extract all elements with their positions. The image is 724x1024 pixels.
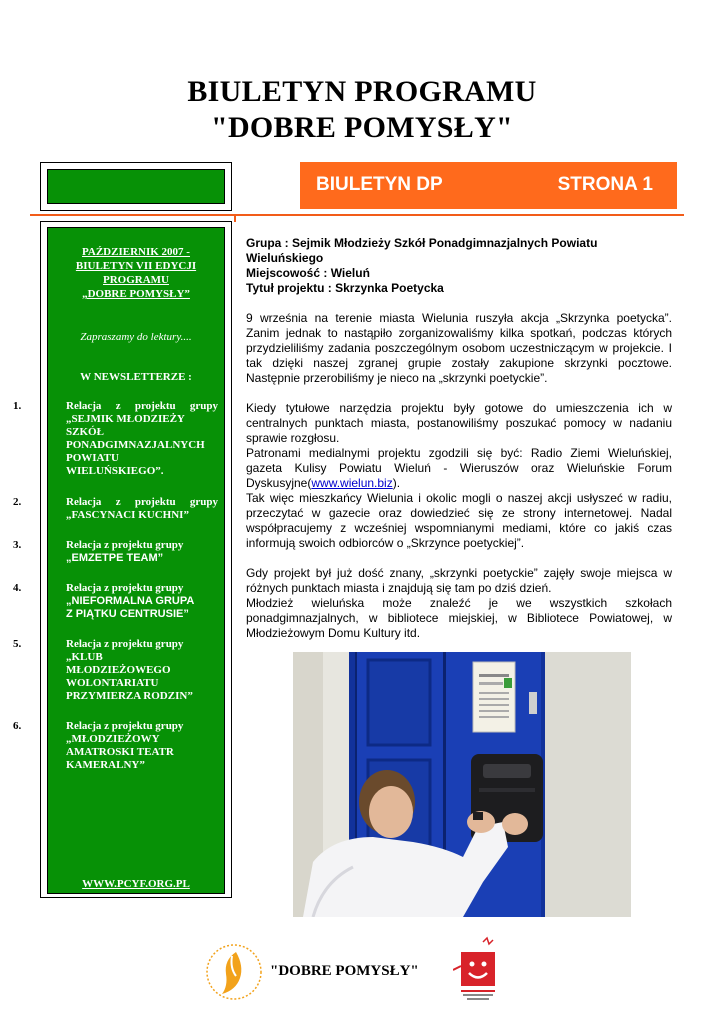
list-item-number: 2. <box>13 496 22 508</box>
wielun-link[interactable]: www.wielun.biz <box>311 476 393 490</box>
list-item-intro: Relacja z projektu grupy <box>66 638 184 650</box>
photo-illustration <box>293 652 631 917</box>
article-text: Tak więc mieszkańcy Wielunia i okolic mogli o naszej akcji usłyszeć w radiu, przeczytać w gazecie oraz dowiedzieć się ze strony internetowej. Nadal współpracujemy z wcześniej wspomnianymi mediami, które co jakiś czas informują swoich odbiorców o „Skrzynce poetyckiej”. <box>246 491 672 550</box>
fundacja-jas-logo-icon <box>202 938 266 1008</box>
list-item-name: KAMERALNY” <box>66 759 145 771</box>
sidebar-header-line: PROGRAMU <box>103 274 169 286</box>
list-item-name: Z PIĄTKU CENTRUSIE” <box>66 608 189 620</box>
list-item-name: POWIATU <box>66 452 119 464</box>
page-title <box>0 74 724 146</box>
newsletter-heading: W NEWSLETTERZE : <box>80 371 192 383</box>
list-item-name: „KLUB <box>66 651 103 663</box>
article-text-part: Patronami medialnymi projektu zgodzili się być: Radio Ziemi Wieluńskiej, gazeta Kulisy Powiatu Wieluń - Wieruszów oraz Wieluńskie Forum Dyskusyjne( <box>246 446 672 490</box>
divider-tick <box>234 214 236 222</box>
title-line-2: "DOBRE POMYSŁY" <box>211 111 513 144</box>
article-paragraph <box>246 311 672 386</box>
list-item-number: 4. <box>13 582 22 594</box>
sidebar-header <box>48 245 224 301</box>
sidebar-top-green <box>47 169 225 204</box>
list-item-name: „EMZETPE TEAM” <box>66 552 164 564</box>
list-item-intro: Relacja z projektu grupy <box>66 539 184 551</box>
sidebar-url-link[interactable]: WWW.PCYF.ORG.PL <box>82 878 190 890</box>
sidebar <box>13 221 232 898</box>
list-item-name: „NIEFORMALNA GRUPA <box>66 595 195 607</box>
article-text-part: ). <box>392 476 401 490</box>
list-item-name: „FASCYNACI KUCHNI” <box>66 509 189 521</box>
article-text: Gdy projekt był już dość znany, „skrzynki poetyckie” zajęły swoje miejsca w różnych punktach miasta i znajdują się tam po dziś dzień. <box>246 566 672 595</box>
article-group: Grupa : Sejmik Młodzieży Szkół Ponadgimnazjalnych Powiatu Wieluńskiego <box>246 236 598 265</box>
list-item-name: WOLONTARIATU <box>66 677 159 689</box>
list-item-name: AMATROSKI TEATR <box>66 746 174 758</box>
sidebar-invite: Zapraszamy do lektury.... <box>80 331 192 343</box>
list-item-intro: Relacja z projektu grupy <box>66 496 218 508</box>
list-item-intro: Relacja z projektu grupy <box>66 582 184 594</box>
article-paragraph <box>246 566 672 641</box>
sidebar-top-box <box>40 162 232 211</box>
article-photo <box>293 652 631 917</box>
sidebar-header-line: BIULETYN VII EDYCJI <box>75 260 197 272</box>
list-item-name: PRZYMIERZA RODZIN” <box>66 690 193 702</box>
article-text <box>246 446 672 491</box>
article-text: 9 września na terenie miasta Wielunia ruszyła akcja „Skrzynka poetycka”. Zanim jednak to nastąpiło zorganizowaliśmy kilka spotkań, podczas których przydzieliliśmy zadania poszczególnym osobom uczestniczącym w projekcie. I tak dzięki naszej zgranej grupie zostały zakupione skrzynki pocztowe. Następnie przerobiliśmy je nieco na „skrzynki poetyckie”. <box>246 311 672 385</box>
list-item-intro: Relacja z projektu grupy <box>66 400 218 412</box>
list-item-number: 3. <box>13 539 22 551</box>
sidebar-header-line: „DOBRE POMYSŁY” <box>82 288 190 300</box>
article-place: Miejscowość : Wieluń <box>246 266 370 280</box>
article-project-title: Tytuł projektu : Skrzynka Poetycka <box>246 281 444 295</box>
list-item-name: „MŁODZIEŻOWY <box>66 733 160 745</box>
article-paragraph <box>246 401 672 551</box>
title-line-1: BIULETYN PROGRAMU <box>187 75 537 108</box>
list-item-name: MŁODZIEŻOWEGO <box>66 664 171 676</box>
article-meta <box>246 236 672 296</box>
list-item-name: „SEJMIK MŁODZIEŻY <box>66 413 185 425</box>
list-item-number: 1. <box>13 400 22 412</box>
article-text: Młodzież wieluńska może znaleźć je we wszystkich szkołach ponadgimnazjalnych, w bibliotece miejskiej, w Bibliotece Powiatowej, w Młodzieżowym Domu Kultury itd. <box>246 596 672 640</box>
banner-title: BIULETYN DP <box>316 174 443 195</box>
list-item-number: 6. <box>13 720 22 732</box>
sidebar-header-line: PAŹDZIERNIK 2007 - <box>82 246 190 258</box>
article <box>246 236 672 656</box>
banner-page: STRONA 1 <box>557 174 653 195</box>
list-item-name: SZKÓŁ <box>66 426 104 438</box>
list-item-name: WIELUŃSKIEGO”. <box>66 465 164 477</box>
divider-line <box>30 214 684 216</box>
footer-slogan: "DOBRE POMYSŁY" <box>270 963 419 979</box>
header-banner <box>300 162 677 209</box>
article-text: Kiedy tytułowe narzędzia projektu były gotowe do umieszczenia ich w centralnych punktach miasta, postanowiliśmy poszukać pomocy w nadaniu sprawie rozgłosu. <box>246 401 672 445</box>
list-item-name: PONADGIMNAZJALNYCH <box>66 439 205 451</box>
sidebar-green-panel <box>13 227 225 894</box>
list-item-intro: Relacja z projektu grupy <box>66 720 184 732</box>
list-item-number: 5. <box>13 638 22 650</box>
polska-fundacja-logo-icon <box>453 936 505 1004</box>
